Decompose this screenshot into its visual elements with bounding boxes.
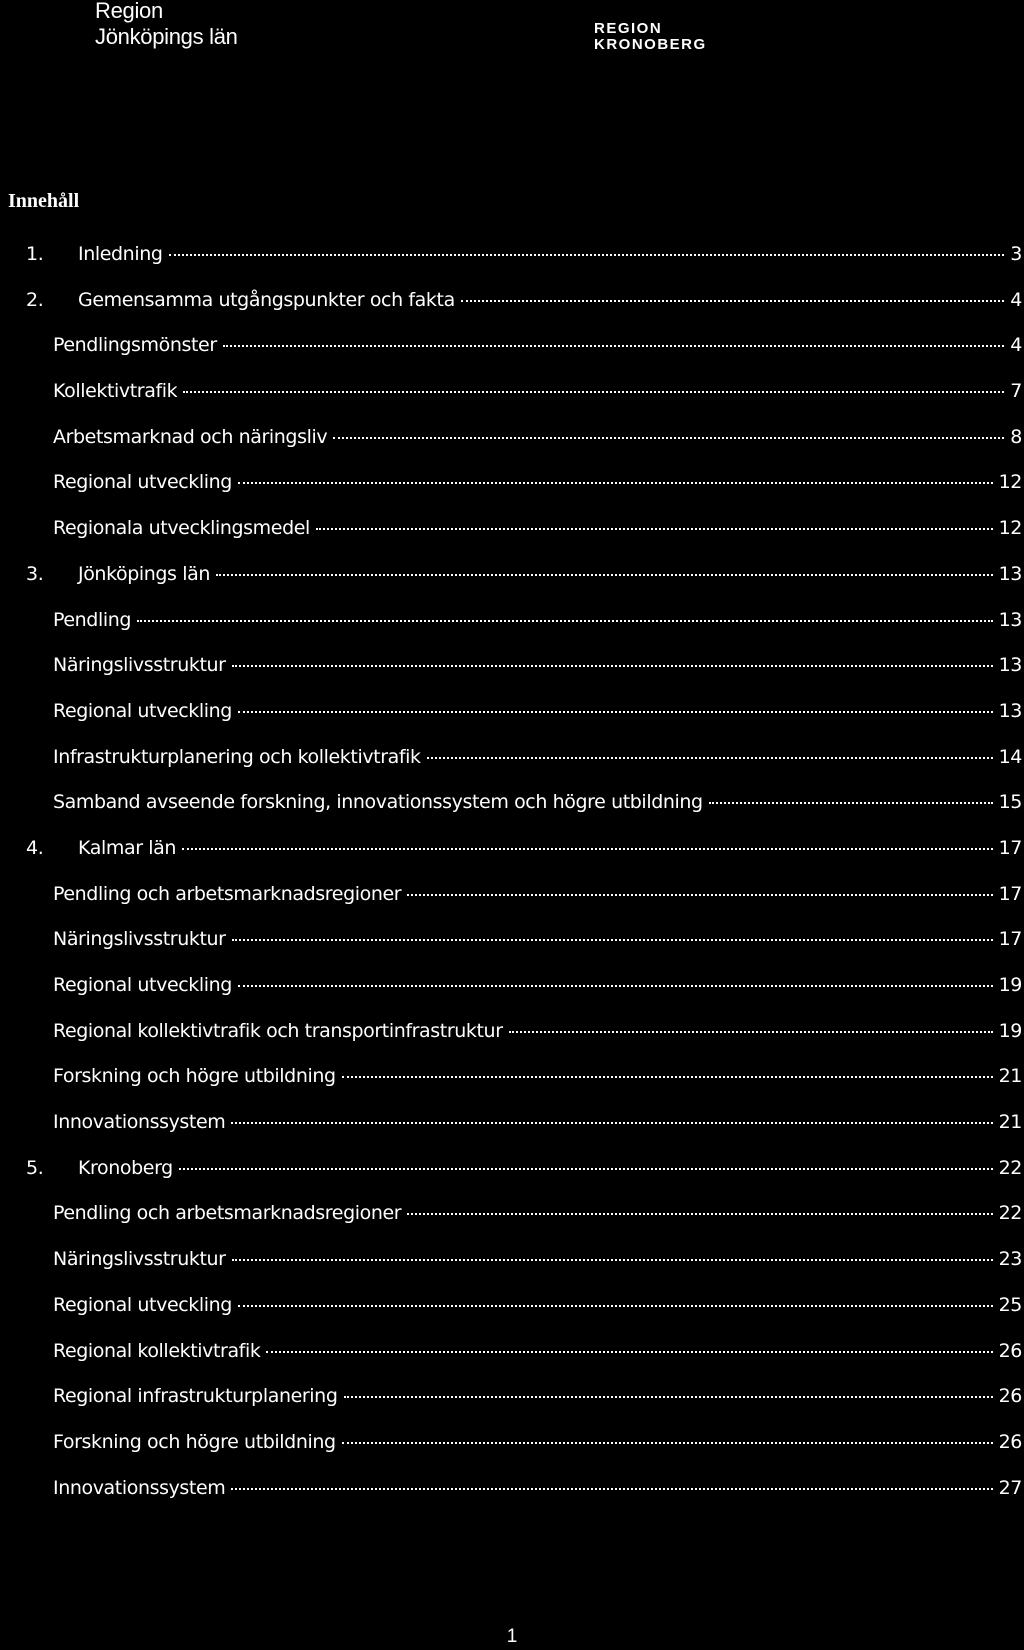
toc-entry-page[interactable]: 4	[1010, 334, 1022, 357]
toc-entry[interactable]	[26, 1248, 1022, 1294]
toc-entry[interactable]	[26, 289, 1022, 335]
toc-entry-title[interactable]: Näringslivsstruktur	[53, 1248, 226, 1271]
toc-entry[interactable]	[26, 1020, 1022, 1066]
toc-entry-page[interactable]: 19	[998, 1019, 1022, 1042]
toc-entry-page[interactable]: 13	[998, 699, 1022, 722]
toc-entry[interactable]	[26, 791, 1022, 837]
toc-entry-page[interactable]: 17	[998, 882, 1022, 905]
toc-dot-leader	[316, 528, 993, 530]
toc-entry-title[interactable]: Inledning	[78, 243, 163, 265]
toc-dot-leader	[342, 1076, 993, 1078]
toc-entry[interactable]	[26, 1065, 1022, 1111]
toc-entry[interactable]	[26, 1385, 1022, 1431]
toc-entry-title[interactable]: Regional utveckling	[53, 974, 232, 996]
toc-dot-leader	[509, 1031, 993, 1033]
toc-entry-page[interactable]: 27	[998, 1476, 1022, 1499]
toc-entry-title[interactable]: Regional utveckling	[53, 1293, 232, 1316]
toc-entry-number: 5.	[26, 1156, 44, 1179]
toc-entry-title[interactable]: Pendling och arbetsmarknadsregioner	[53, 882, 402, 905]
toc-entry-title[interactable]: Forskning och högre utbildning	[53, 1430, 336, 1453]
table-of-contents	[26, 243, 1022, 1522]
toc-entry[interactable]	[26, 334, 1022, 380]
toc-entry-page[interactable]: 17	[998, 928, 1022, 951]
toc-dot-leader	[231, 1122, 992, 1124]
toc-entry-page[interactable]: 26	[998, 1430, 1022, 1453]
toc-entry[interactable]	[26, 654, 1022, 700]
toc-dot-leader	[344, 1396, 993, 1398]
toc-entry-title[interactable]: Näringslivsstruktur	[53, 654, 226, 677]
toc-entry-page[interactable]: 15	[998, 791, 1022, 814]
toc-entry[interactable]	[26, 1202, 1022, 1248]
toc-entry-title[interactable]: Innovationssystem	[53, 1476, 226, 1499]
toc-entry[interactable]	[26, 426, 1022, 472]
toc-entry[interactable]	[26, 928, 1022, 974]
toc-entry[interactable]	[26, 517, 1022, 563]
toc-entry-page[interactable]: 8	[1010, 425, 1022, 448]
toc-entry-page[interactable]: 25	[998, 1293, 1022, 1316]
toc-entry-title[interactable]: Regional kollektivtrafik och transportinfrastruktur	[53, 1019, 503, 1042]
toc-entry-title[interactable]: Regional kollektivtrafik	[53, 1339, 261, 1362]
toc-entry[interactable]	[26, 609, 1022, 655]
toc-entry-title[interactable]: Samband avseende forskning, innovationssystem och högre utbildning	[53, 791, 703, 814]
toc-entry[interactable]	[26, 1340, 1022, 1386]
toc-entry-page[interactable]: 13	[998, 562, 1022, 585]
logo-right-line2: KRONOBERG	[594, 36, 707, 53]
toc-entry-title[interactable]: Arbetsmarknad och näringsliv	[53, 425, 328, 448]
toc-entry[interactable]	[26, 1111, 1022, 1157]
toc-entry-number: 4.	[26, 836, 44, 859]
logo-left-line1: Region	[95, 0, 163, 23]
toc-entry-page[interactable]: 19	[998, 974, 1022, 996]
toc-entry-title[interactable]: Regionala utvecklingsmedel	[53, 517, 310, 540]
toc-entry[interactable]	[26, 837, 1022, 883]
region-kronoberg-logo	[594, 21, 707, 53]
toc-entry[interactable]	[26, 243, 1022, 289]
toc-dot-leader	[231, 1488, 992, 1490]
toc-dot-leader	[461, 300, 1004, 302]
toc-entry-page[interactable]: 17	[998, 836, 1022, 859]
toc-entry-title[interactable]: Jönköpings län	[78, 562, 210, 585]
toc-entry-title[interactable]: Pendling och arbetsmarknadsregioner	[53, 1202, 402, 1225]
toc-entry-page[interactable]: 21	[998, 1065, 1022, 1088]
toc-entry-title[interactable]: Regional utveckling	[53, 699, 232, 722]
region-jonkoping-logo	[95, 0, 238, 50]
toc-dot-leader	[709, 802, 993, 804]
toc-entry-page[interactable]: 4	[1010, 288, 1022, 311]
toc-entry[interactable]	[26, 1477, 1022, 1523]
toc-entry[interactable]	[26, 1157, 1022, 1203]
toc-entry-number: 1.	[26, 243, 44, 265]
toc-dot-leader	[238, 711, 993, 713]
toc-entry[interactable]	[26, 746, 1022, 792]
toc-entry-number: 2.	[26, 288, 44, 311]
toc-dot-leader	[182, 848, 993, 850]
toc-entry-title[interactable]: Gemensamma utgångspunkter och fakta	[78, 288, 455, 311]
toc-entry-title[interactable]: Pendlingsmönster	[53, 334, 217, 357]
toc-entry[interactable]	[26, 1431, 1022, 1477]
toc-dot-leader	[238, 482, 993, 484]
toc-dot-leader	[427, 757, 993, 759]
toc-dot-leader	[169, 254, 1005, 256]
toc-entry-title[interactable]: Kronoberg	[78, 1156, 173, 1179]
toc-entry-title[interactable]: Regional infrastrukturplanering	[53, 1385, 338, 1408]
toc-dot-leader	[342, 1442, 993, 1444]
toc-entry-title[interactable]: Infrastrukturplanering och kollektivtrafik	[53, 745, 421, 768]
toc-entry-page[interactable]: 22	[998, 1202, 1022, 1225]
toc-entry-title[interactable]: Regional utveckling	[53, 471, 232, 494]
toc-dot-leader	[407, 894, 992, 896]
toc-entry-page[interactable]: 23	[998, 1248, 1022, 1271]
toc-dot-leader	[232, 1259, 993, 1261]
toc-entry-page[interactable]: 7	[1010, 380, 1022, 403]
toc-dot-leader	[223, 345, 1005, 347]
toc-entry-page[interactable]: 12	[998, 517, 1022, 540]
toc-dot-leader	[333, 437, 1004, 439]
logo-left-line2: Jönköpings län	[95, 24, 238, 49]
toc-entry-page[interactable]: 3	[1010, 243, 1022, 265]
toc-entry-page[interactable]: 14	[998, 745, 1022, 768]
toc-entry-title[interactable]: Näringslivsstruktur	[53, 928, 226, 951]
toc-entry-page[interactable]: 13	[998, 654, 1022, 677]
toc-entry-number: 3.	[26, 562, 44, 585]
toc-dot-leader	[266, 1351, 992, 1353]
toc-entry-page[interactable]: 12	[998, 471, 1022, 494]
toc-dot-leader	[179, 1168, 993, 1170]
toc-entry-page[interactable]: 21	[998, 1111, 1022, 1134]
toc-entry[interactable]	[26, 974, 1022, 1020]
page-number: 1	[506, 1626, 518, 1647]
toc-entry-page[interactable]: 22	[998, 1156, 1022, 1179]
toc-entry[interactable]	[26, 563, 1022, 609]
toc-entry[interactable]	[26, 380, 1022, 426]
toc-entry[interactable]	[26, 1294, 1022, 1340]
toc-entry[interactable]	[26, 883, 1022, 929]
toc-entry-page[interactable]: 26	[998, 1385, 1022, 1408]
toc-entry-title[interactable]: Forskning och högre utbildning	[53, 1065, 336, 1088]
toc-dot-leader	[216, 574, 993, 576]
toc-entry-title[interactable]: Innovationssystem	[53, 1111, 226, 1134]
toc-dot-leader	[137, 620, 993, 622]
toc-entry-page[interactable]: 26	[998, 1339, 1022, 1362]
toc-entry[interactable]	[26, 700, 1022, 746]
toc-dot-leader	[407, 1213, 992, 1215]
toc-entry-title[interactable]: Pendling	[53, 608, 132, 631]
toc-dot-leader	[183, 391, 1004, 393]
toc-entry[interactable]	[26, 471, 1022, 517]
logo-right-line1: REGION	[594, 20, 663, 37]
toc-dot-leader	[238, 1305, 993, 1307]
toc-entry-page[interactable]: 13	[998, 608, 1022, 631]
toc-entry-title[interactable]: Kollektivtrafik	[53, 380, 178, 403]
toc-dot-leader	[232, 939, 993, 941]
toc-heading: Innehåll	[8, 190, 80, 212]
toc-dot-leader	[232, 665, 993, 667]
toc-dot-leader	[238, 985, 993, 987]
toc-entry-title[interactable]: Kalmar län	[78, 836, 177, 859]
